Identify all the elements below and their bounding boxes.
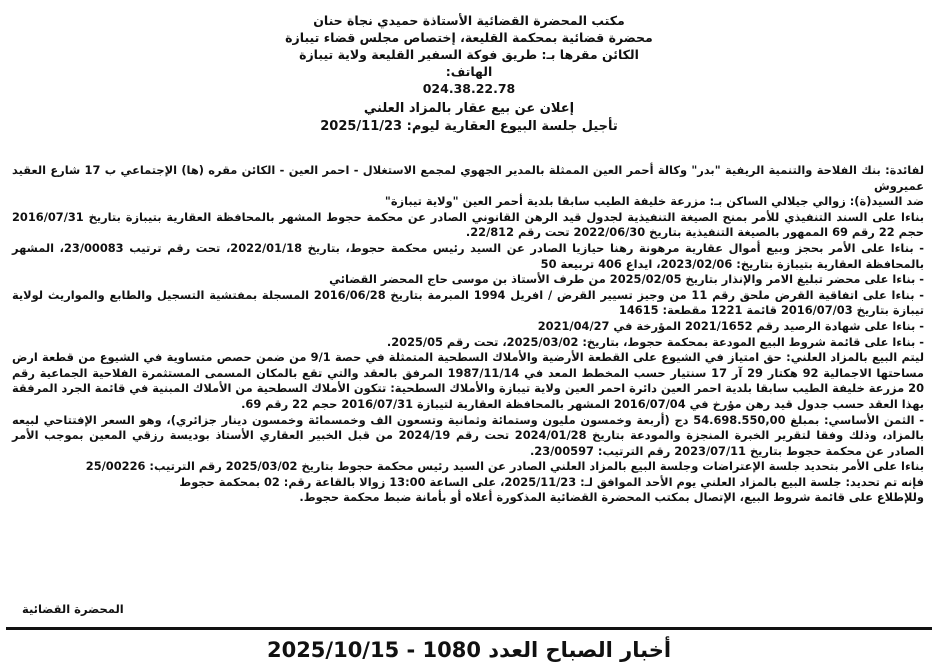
notice-subtitle: تأجيل جلسة البيوع العقارية ليوم: 2025/11/23 [320, 119, 618, 134]
paragraph-beneficiary: لفائدة: بنك الفلاحة والتنمية الريفية "بدر" وكالة أحمر العين الممثلة بالمدير الجهوي لمجمع الاستغلال - احمر العين - الكائن مقره (ها) الإجتماعي ب 17 شارع العقيد عميروش [12, 163, 924, 193]
newspaper-footer: أخبار الصباح العدد 1080 - 2025/10/15 [266, 637, 672, 662]
paragraph-base-price: - الثمن الأساسي: بمبلغ 54.698.550,00 دج (أربعة وخمسون مليون وستمائة وثمانية وتسعون الف وخمسمائة وخمسون دينار جزائري)، وهو السعر الإفتتاحي لبيعه بالمزاد، وذلك وفقا لتقرير الخبرة المنجزة والمودعة بتاريخ 2024/01/28 تحت رقم 2024/19 من قبل الخبير العقاري الأستاذ بوديسة رزقي المعين بموجب الأمر الصادر عن محكمة حجوط بتاريخ 2023/07/11 رقم الترتيب: 23/00597. [12, 412, 924, 458]
paragraph-auction-date: فإنه تم تحديد: جلسة البيع بالمزاد العلني يوم الأحد الموافق لـ: 2025/11/23، على الساعة 13:00 زوالا بالقاعة رقم: 02 بمحكمة حجوط [179, 474, 924, 489]
notice-title-block [0, 100, 938, 136]
signature: المحضرة القضائية [22, 602, 124, 616]
paragraph-loan-agreement: - بناءا على اتفاقية القرض ملحق رقم 11 من وجيز تسيير القرض / افريل 1994 المبرمة بتاريخ 2016/06/28 المسجلة بمفتشية التسجيل والطابع والمواريث لولاية تيبازة بتاريخ 2016/07/03 قائمة 1221 مقطعة: 14615 [12, 287, 925, 318]
paragraph-executive-title: بناءا على السند التنفيذي للأمر بمنح الصيغة التنفيذية لجدول قيد الرهن القانوني الصادر عن محكمة حجوط المشهر بالمحافظة العقارية بتيبازة بتاريخ 2016/07/31 حجم 22 رقم 69 الممهور بالصيغة التنفيذية بتاريخ 2022/06/30 تحت رقم 22/812. [12, 209, 924, 240]
paragraph-sale-conditions: - بناءا على قائمة شروط البيع المودعة بمحكمة حجوط، بتاريخ: 2025/03/02، تحت رقم 2025/05. [386, 334, 924, 349]
notice-body [12, 163, 924, 506]
office-jurisdiction: محضرة قضائية بمحكمة القليعة، إختصاص مجلس قضاء تيبازة [285, 30, 653, 45]
office-phone: 024.38.22.78 [422, 81, 516, 96]
paragraph-contact-info: وللإطلاع على قائمة شروط البيع، الإتصال بمكتب المحضرة القضائية المذكورة أعلاه أو بأمانة ضبط محكمة حجوط. [299, 490, 924, 505]
office-name: مكتب المحضرة القضائية الأستاذة حميدي نجاة حنان [313, 13, 625, 28]
office-address: الكائن مقرها بـ: طريق فوكة السفير القليعة ولاية تيبازة [299, 47, 639, 62]
paragraph-property-description: ليتم البيع بالمزاد العلني: حق امتياز في الشيوع على القطعة الأرضية والأملاك السطحية المتمثلة في حصة 9/1 من ضمن حصص متساوية في الشيوع من قطعة ارض مساحتها الاجمالية 92 هكتار 29 آر 17 سنتيار حسب المخطط المعد في 1987/11/14 المرفق بالعقد والتي تقع بالمكان المسمى المستثمرة الفلاحية الجماعية رقم 20 مزرعة خليفة الطيب سابقا بلدية احمر العين دائرة احمر العين ولاية تيبازة والأملاك السطحية: تتكون الأملاك السطحية من الأملاك المبنية في قائمة الجرد المرفقة بهذا العقد حسب جدول قيد رهن مؤرخ في 2016/07/04 المشهر بالمحافظة العقارية لتيبازة 2016/07/31 حجم 22 رقم 69. [12, 350, 924, 411]
office-phone-label: الهاتف: [445, 64, 493, 79]
paragraph-seizure-order: - بناءا على الأمر بحجز وبيع أموال عقارية مرهونة رهنا حيازيا الصادر عن السيد رئيس محكمة حجوط، بتاريخ 2022/01/18، تحت رقم ترتيب 23/00083، المشهر بالمحافظة العقارية بتيبازة بتاريخ: 2023/02/06، ايداع 406 تربيعة 50 [12, 240, 924, 271]
bailiff-office-header [0, 12, 938, 97]
paragraph-notification: - بناءا على محضر تبليغ الامر والإنذار بتاريخ 2025/02/05 من طرف الأستاذ بن موسى حاج المحضر القضائي [329, 272, 924, 287]
notice-title: إعلان عن بيع عقار بالمزاد العلني [363, 101, 575, 116]
paragraph-defendant: ضد السيد(ة): زوالي جيلالي الساكن بـ: مزرعة خليفة الطيب سابقا بلدية أحمر العين "ولاية تيبازة" [384, 194, 924, 209]
paragraph-balance-certificate: - بناءا على شهادة الرصيد رقم 2021/1652 المؤرخة في 2021/04/27 [537, 318, 924, 333]
paragraph-hearing-order: بناءا على الأمر بتحديد جلسة الإعتراضات وجلسة البيع بالمزاد العلني الصادر عن السيد رئيس محكمة حجوط بتاريخ 2025/03/02 رقم الترتيب: 25/00226 [85, 459, 924, 474]
